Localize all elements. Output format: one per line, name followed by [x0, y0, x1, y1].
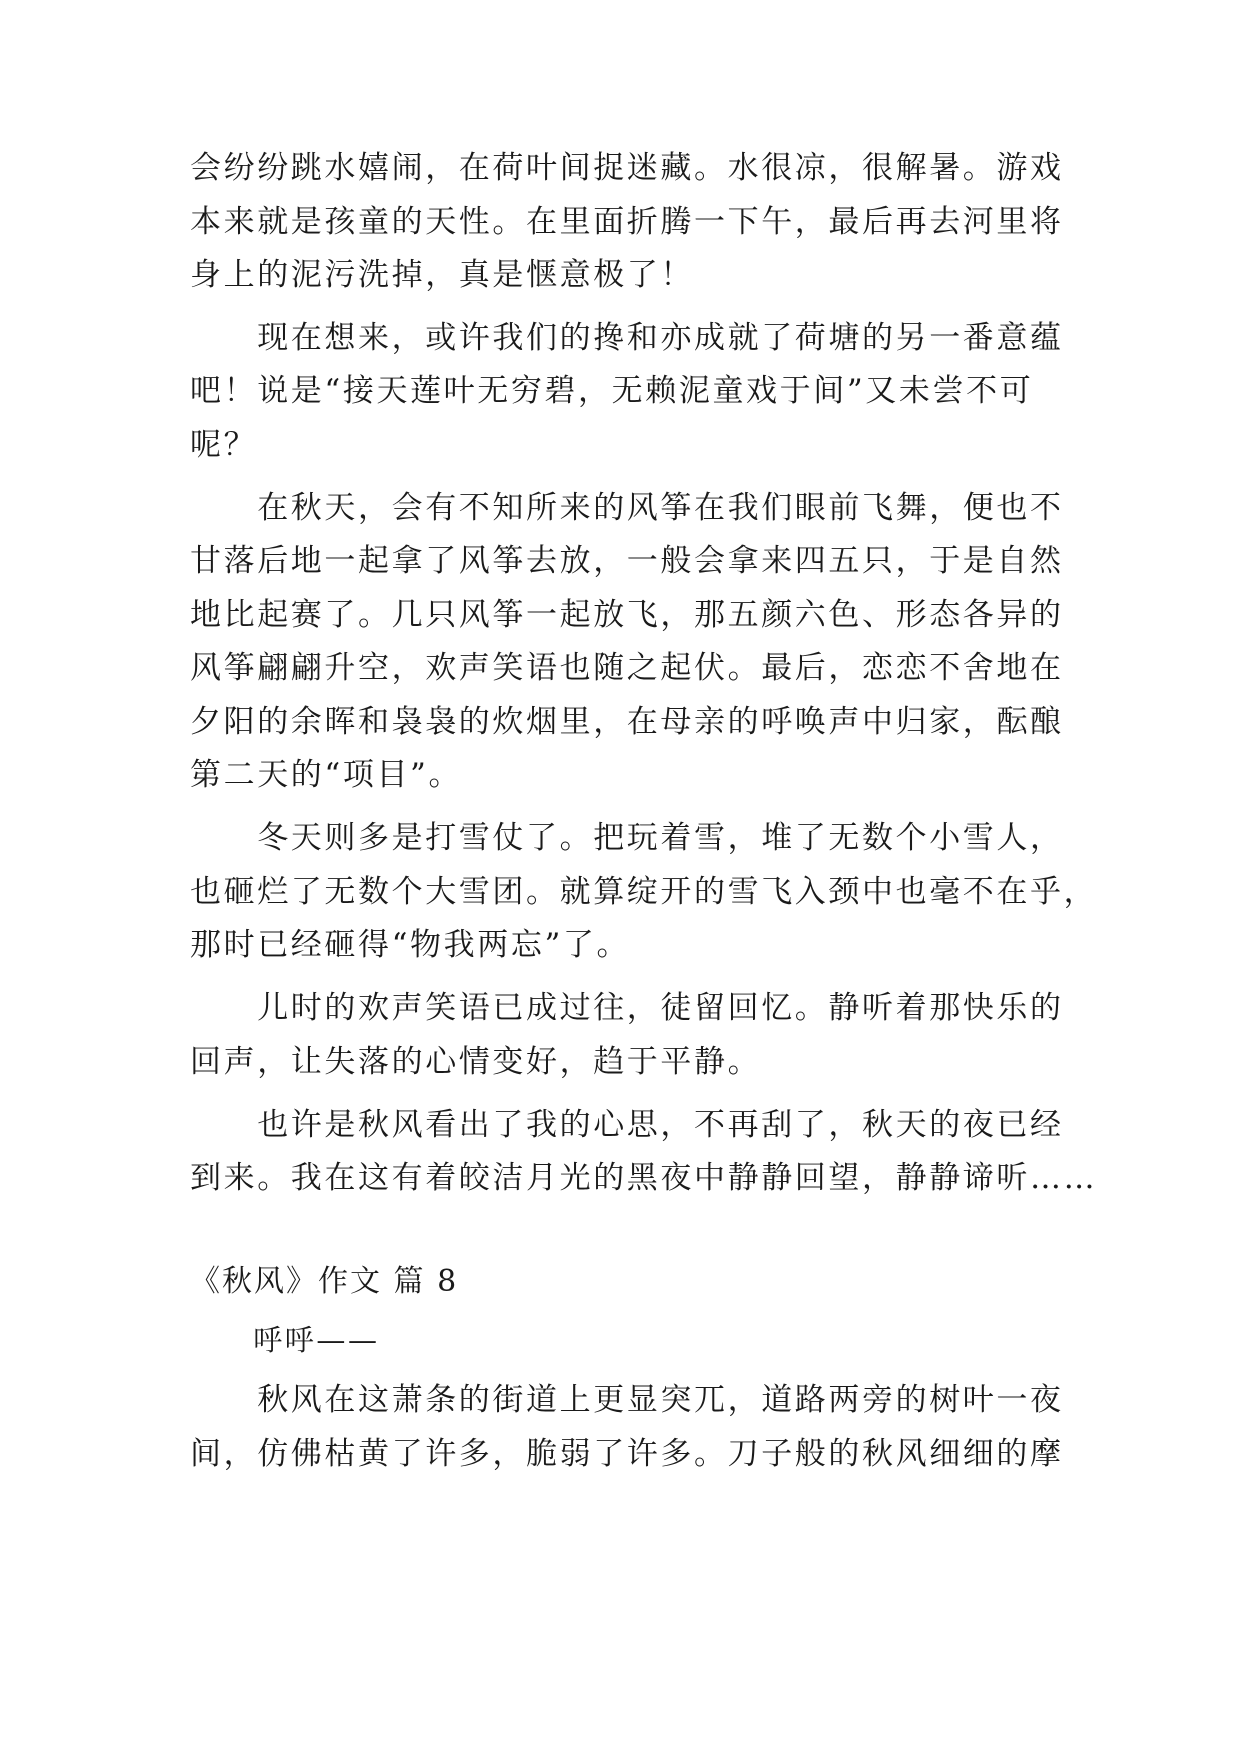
- text-line: 本来就是孩童的天性。在里面折腾一下午，最后再去河里将: [190, 204, 1064, 240]
- text-line: 回声，让失落的心情变好，趋于平静。: [190, 1044, 762, 1080]
- text-line: 第二天的“项目”。: [190, 757, 463, 793]
- text-line: 冬天则多是打雪仗了。把玩着雪，堆了无数个小雪人，: [190, 820, 1064, 856]
- text-line: 儿时的欢声笑语已成过往，徒留回忆。静听着那快乐的: [190, 990, 1064, 1026]
- text-line: 现在想来，或许我们的搀和亦成就了荷塘的另一番意蕴: [190, 320, 1064, 356]
- text-line: 夕阳的余晖和袅袅的炊烟里，在母亲的呼唤声中归家，酝酿: [190, 704, 1064, 740]
- text-line: 在秋天，会有不知所来的风筝在我们眼前飞舞，便也不: [190, 490, 1064, 526]
- text-line: 呼呼——: [190, 1323, 380, 1357]
- text-line: 风筝翩翩升空，欢声笑语也随之起伏。最后，恋恋不舍地在: [190, 650, 1064, 686]
- text-line: 呢？: [190, 427, 258, 463]
- text-line: 甘落后地一起拿了风筝去放，一般会拿来四五只，于是自然: [190, 543, 1064, 579]
- text-line: 身上的泥污洗掉，真是惬意极了！: [190, 257, 694, 293]
- text-line: 秋风在这萧条的街道上更显突兀，道路两旁的树叶一夜: [190, 1382, 1064, 1418]
- text-line: 也许是秋风看出了我的心思，不再刮了，秋天的夜已经: [190, 1107, 1064, 1143]
- text-line: 也砸烂了无数个大雪团。就算绽开的雪飞入颈中也毫不在乎，: [190, 874, 1098, 910]
- section-title: 《秋风》作文 篇 8: [190, 1264, 459, 1299]
- text-line: 地比起赛了。几只风筝一起放飞，那五颜六色、形态各异的: [190, 597, 1064, 633]
- text-line: 到来。我在这有着皎洁月光的黑夜中静静回望，静静谛听……: [190, 1160, 1098, 1196]
- text-line: 那时已经砸得“物我两忘”了。: [190, 927, 631, 963]
- text-line: 间，仿佛枯黄了许多，脆弱了许多。刀子般的秋风细细的摩: [190, 1436, 1064, 1472]
- text-line: 吧！说是“接天莲叶无穷碧，无赖泥童戏于间”又未尝不可: [190, 373, 1034, 409]
- text-line: 会纷纷跳水嬉闹，在荷叶间捉迷藏。水很凉，很解暑。游戏: [190, 150, 1064, 186]
